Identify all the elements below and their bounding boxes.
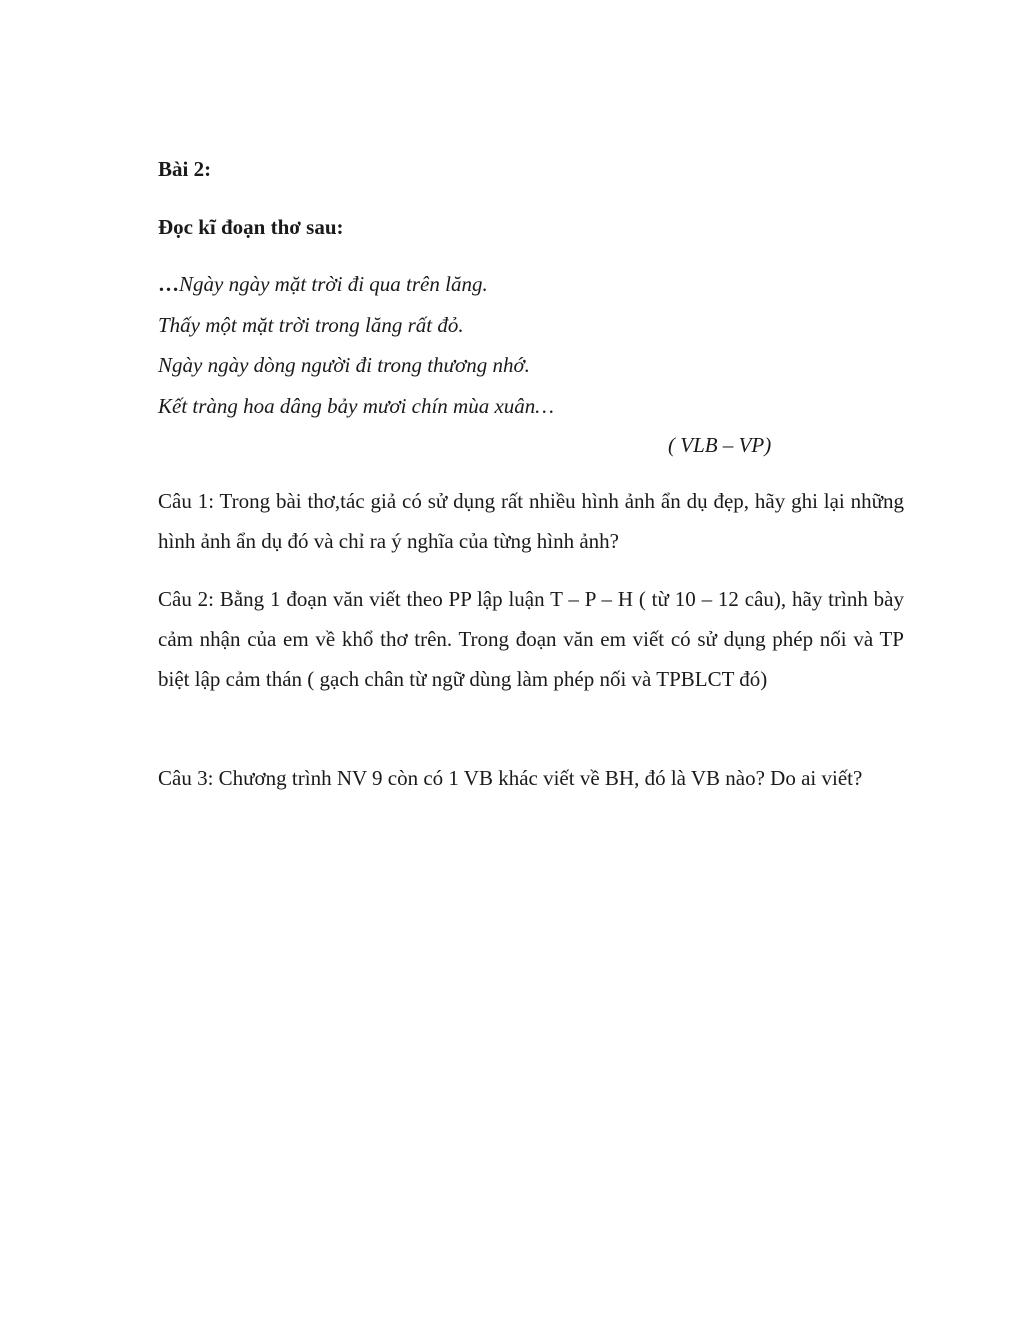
poem-line-2: Thấy một mặt trời trong lăng rất đỏ.: [158, 313, 464, 337]
question-1: Câu 1: Trong bài thơ,tác giả có sử dụng rất nhiều hình ảnh ẩn dụ đẹp, hãy ghi lại những hình ảnh ẩn dụ đó và chỉ ra ý nghĩa của từng hình ảnh?: [158, 489, 904, 553]
poem-line-3: Ngày ngày dòng người đi trong thương nhớ.: [158, 353, 530, 377]
question-3: Câu 3: Chương trình NV 9 còn có 1 VB khác viết về BH, đó là VB nào? Do ai viết?: [158, 766, 863, 790]
poem-line-1-text: Ngày ngày mặt trời đi qua trên lăng.: [179, 272, 488, 296]
question-2: Câu 2: Bằng 1 đoạn văn viết theo PP lập luận T – P – H ( từ 10 – 12 câu), hãy trình bày cảm nhận của em về khổ thơ trên. Trong đoạn văn em viết có sử dụng phép nối và TP biệt lập cảm thán ( gạch chân từ ngữ dùng làm phép nối và TPBLCT đó): [158, 587, 904, 691]
poem-line-4: Kết tràng hoa dâng bảy mươi chín mùa xuân…: [158, 394, 554, 418]
poem-source: ( VLB – VP): [668, 433, 772, 457]
exercise-title: Bài 2:: [158, 157, 212, 181]
exercise-instruction: Đọc kĩ đoạn thơ sau:: [158, 215, 344, 239]
poem-line-1: [158, 271, 488, 297]
poem-ellipsis: …: [158, 272, 179, 296]
